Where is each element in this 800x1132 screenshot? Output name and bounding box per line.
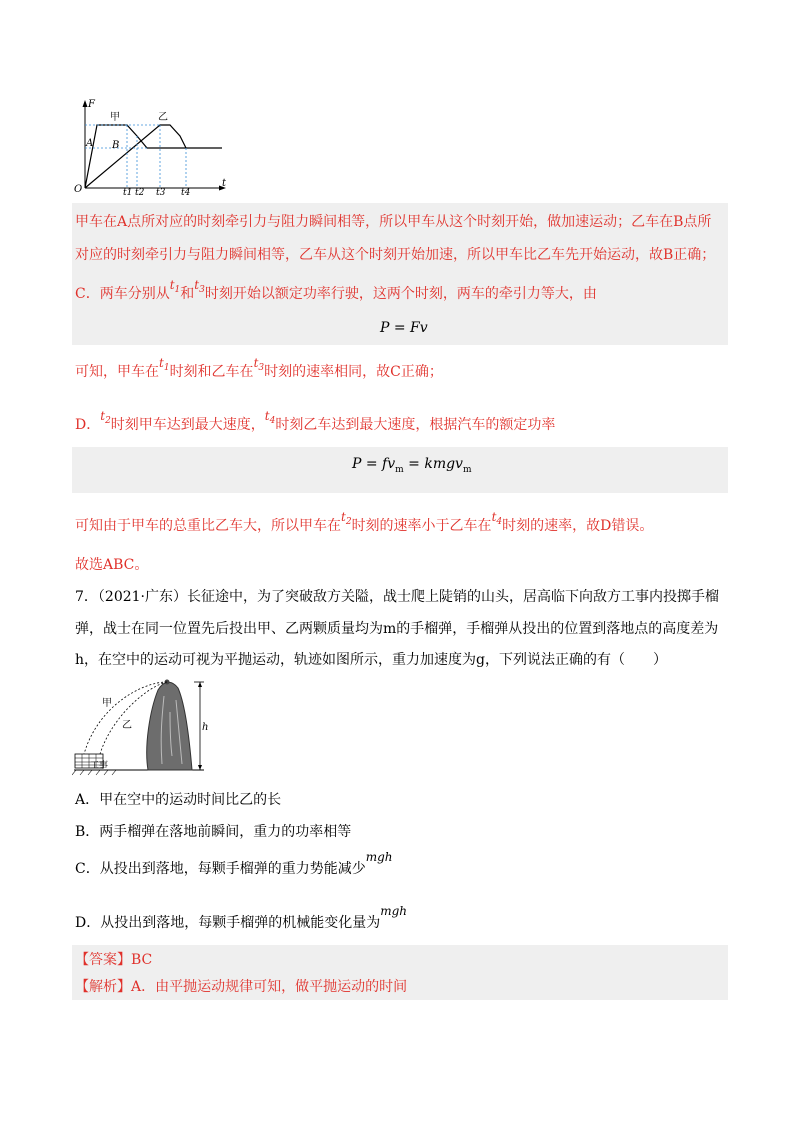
c2-t1: $t_1$ (159, 356, 170, 373)
d2-t2: $t_2$ (341, 510, 352, 527)
axis-label-t: t (222, 178, 227, 189)
option-d: D．从投出到落地，每颗手榴弹的机械能变化量为mgh (75, 904, 408, 931)
q7-line-3: h，在空中的运动可视为平抛运动，轨迹如图所示，重力加速度为g，下列说法正确的有（ ） (75, 652, 667, 668)
fig-label-gongshi: 工事 (90, 761, 109, 771)
d2-t4: $t_4$ (491, 510, 503, 527)
solution-c2-line: 可知，甲车在$t_1$时刻和乙车在$t_3$时刻的速率相同，故C正确； (75, 356, 443, 380)
fig-label-yi: 乙 (122, 720, 132, 731)
origin-label: O (74, 184, 83, 195)
d-t2: $t_2$ (100, 409, 111, 426)
tick-t3: t3 (156, 188, 166, 196)
answer-line (75, 950, 152, 970)
axis-label-f: F (88, 99, 95, 110)
formula-rated-power: $P = fv_m$ = kmgv$_m$ (352, 456, 472, 475)
c-t1: $t_1$ (169, 278, 181, 295)
fig-label-jia: 甲 (102, 698, 112, 709)
analysis-line (75, 977, 407, 997)
tick-t4: t4 (181, 188, 191, 196)
answer-tag: 【答案】 (75, 952, 131, 968)
solution-conclusion: 故选ABC。 (75, 557, 149, 573)
q7-line-1: 7．（2021·广东）长征途中，为了突破敌方关隘，战士爬上陡销的山头，居高临下向敌方工事内投掷手榴 (75, 589, 719, 605)
q7-line-2: 弹，战士在同一位置先后投出甲、乙两颗质量均为m的手榴弹，手榴弹从投出的位置到落地点的高度差为 (75, 621, 719, 637)
label-yi: 乙 (158, 112, 168, 123)
solution-line-2: 对应的时刻牵引力与阻力瞬间相等，乙车从这个时刻开始加速，所以甲车比乙车先开始运动，故B正确； (75, 247, 716, 263)
c-and: 和 (180, 286, 195, 302)
c-prefix: C．两车分别从 (75, 286, 170, 302)
solution-c-line (75, 278, 597, 306)
fig-label-h: h (202, 722, 209, 733)
force-time-graph (72, 96, 232, 196)
c-t3: $t_3$ (194, 278, 205, 295)
solution-line-1: 甲车在A点所对应的时刻牵引力与阻力瞬间相等，所以甲车从这个时刻开始，做加速运动；乙车在B点所 (75, 214, 712, 230)
analysis-tag: 【解析】 (75, 979, 131, 995)
tick-t2: t2 (135, 188, 145, 196)
formula-p-fv: P = Fv (380, 320, 428, 336)
label-point-b: B (112, 140, 120, 151)
d-t4: $t_4$ (264, 409, 276, 426)
tick-t1: t1 (123, 188, 133, 196)
analysis-text: A．由平抛运动规律可知，做平抛运动的时间 (131, 979, 408, 995)
option-a: A．甲在空中的运动时间比乙的长 (75, 792, 282, 808)
option-c-expr: mgh (365, 850, 393, 864)
label-point-a: A (86, 138, 94, 149)
label-jia: 甲 (110, 112, 120, 123)
option-b: B．两手榴弹在落地前瞬间，重力的功率相等 (75, 824, 352, 840)
grenade-trajectory-figure (72, 676, 212, 776)
answer-value: BC (131, 952, 153, 968)
solution-d-line: D．$t_2$时刻甲车达到最大速度，$t_4$时刻乙车达到最大速度，根据汽车的额定功率 (75, 409, 556, 433)
option-c: C．从投出到落地，每颗手榴弹的重力势能减少mgh (75, 850, 393, 877)
solution-d2-line: 可知由于甲车的总重比乙车大，所以甲车在$t_2$时刻的速率小于乙车在$t_4$时刻的速率，故D错误。 (75, 510, 654, 534)
option-d-expr: mgh (380, 904, 408, 918)
c-suffix: 时刻开始以额定功率行驶，这两个时刻，两车的牵引力等大，由 (204, 286, 597, 302)
c2-t3: $t_3$ (253, 356, 265, 373)
